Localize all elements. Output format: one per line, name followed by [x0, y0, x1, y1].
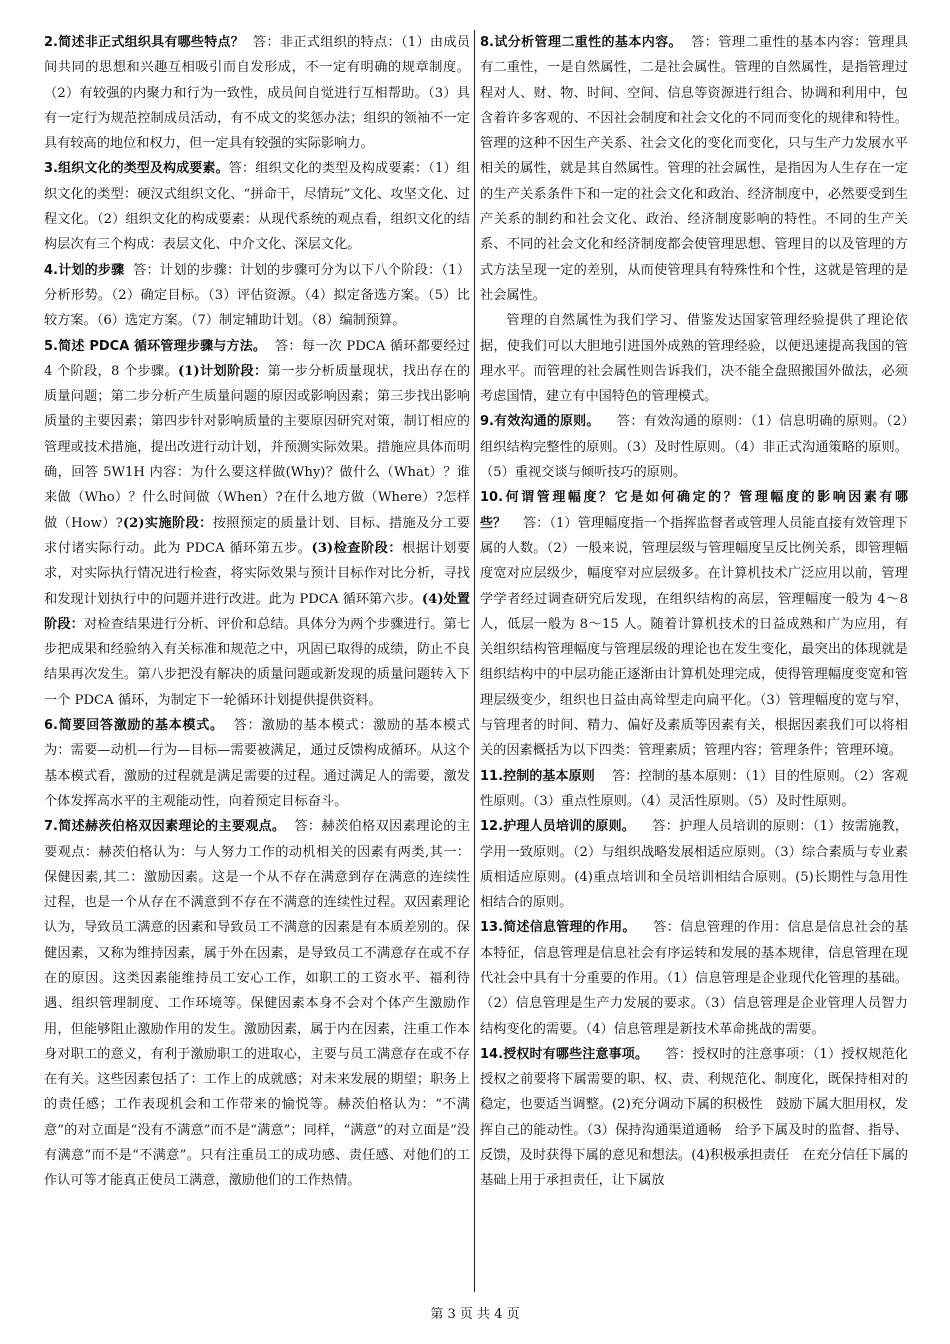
left-column	[44, 30, 470, 1298]
qa-item-7	[44, 814, 470, 1193]
qa-item-3	[44, 156, 470, 257]
qa-item-13	[480, 915, 908, 1041]
answer-text: 根据计划要求，对实际执行情况进行检查，将实际效果与预计目标作对比分析，寻找和发现计划执行中的问题并进行改进。此为 PDCA 循环第六步。	[44, 540, 471, 607]
column-divider	[474, 30, 475, 1292]
qa-item-2	[44, 30, 470, 156]
answer-text: 答：（1）管理幅度指一个指挥监督者或管理人员能直接有效管理下属的人数。（2）一般来说，管理层级与管理幅度呈反比例关系，即管理幅度宽对应层级少，幅度窄对应层级多。在计算机技术广泛应用以前，管理学学者经过调查研究后发现，在组织结构的高层，管理幅度一般为 4～8 人，低层一般为 8～15 人。随着计算机技术的日益成熟和广为应用，有关组织结构管理幅度与管理层级的理论也在发生变化，最突出的体现就是组织结构中的中层功能正逐渐由计算机处理完成，使得管理幅度变宽和管理层级变少，组织也日益由高耸型走向扁平化。（3）管理幅度的宽与窄，与管理者的时间、精力、偏好及素质等因素有关，根据因素我们可以将相关的因素概括为以下四类：管理素质；管理内容；管理条件；管理环境。	[480, 515, 908, 759]
answer-text: 答：计划的步骤：计划的步骤可分为以下八个阶段：（1）分析形势。（2）确定目标。（3）评估资源。（4）拟定备选方案。（5）比较方案。（6）选定方案。（7）制定辅助计划。（8）编制预算。	[44, 262, 471, 329]
question-title: 5.简述 PDCA 循环管理步骤与方法。	[44, 338, 267, 354]
question-title: 6.简要回答激励的基本模式。	[44, 718, 224, 734]
question-title: 3.组织文化的类型及构成要素。	[44, 161, 229, 177]
question-title: 12.护理人员培训的原则。	[480, 819, 635, 835]
step-label: (4)处置阶段：	[44, 591, 470, 632]
question-title: 4.计划的步骤	[44, 262, 125, 278]
question-title: 2.简述非正式组织具有哪些特点？	[44, 35, 244, 50]
qa-item-6	[44, 713, 470, 814]
qa-item-11	[480, 764, 908, 815]
answer-text: 答：护理人员培训的原则：（1）按需施教，学用一致原则。（2）与组织战略发展相适应原则。（3）综合素质与专业素质相适应原则。(4)重点培训和全员培训相结合原则。(5)长期性与急用性相结合的原则。	[480, 819, 908, 911]
qa-item-10	[480, 485, 908, 763]
qa-item-12	[480, 814, 908, 915]
qa-item-9	[480, 409, 908, 485]
answer-paragraph: 管理的自然属性为我们学习、借鉴发达国家管理经验提供了理论依据，使我们可以大胆地引进国外成熟的管理经验，以便迅速提高我国的管理水平。而管理的社会属性则告诉我们，决不能全盘照搬国外做法，必须考虑国情，建立有中国特色的管理模式。	[480, 313, 908, 405]
answer-text: 答：组织文化的类型及构成要素：（1）组织文化的类型：硬汉式组织文化、“拼命干，尽情玩”文化、攻坚文化、过程文化。（2）组织文化的构成要素：从现代系统的观点看，组织文化的结构层次有三个构成：表层文化、中介文化、深层文化。	[44, 161, 470, 253]
answer-text: 答：赫茨伯格双因素理论的主要观点：赫茨伯格认为：与人努力工作的动机相关的因素有两类,其一：保健因素,其二：激励因素。这是一个从不存在满意到存在满意的连续性过程，也是一个从存在不满意到不存在不满意的连续性过程。双因素理论认为，导致员工满意的因素和导致员工不满意的因素是有本质差别的。保健因素，又称为维持因素，属于外在因素，是导致员工不满意存在或不存在的原因。这类因素能维持员工安心工作，如职工的工资水平、福利待遇、组织管理制度、工作环境等。保健因素本身不会对个体产生激励作用，但能够阻止激励作用的发生。激励因素，属于内在因素，注重工作本身对职工的意义，有利于激励职工的进取心，主要与员工满意存在或不存在有关。这些因素包括了：工作上的成就感；对未来发展的期望；职务上的责任感；工作表现机会和工作带来的愉悦等。赫茨伯格认为：“不满意”的对立面是“没有不满意”而不是“满意”；同样，“满意”的对立面是“没有满意”而不是“不满意”。只有注重员工的成功感、责任感、对他们的工作认可等才能真正使员工满意，激励他们的工作热情。	[44, 819, 471, 1189]
answer-text: 答：有效沟通的原则：（1）信息明确的原则。（2）组织结构完整性的原则。（3）及时性原则。（4）非正式沟通策略的原则。（5）重视交谈与倾听技巧的原则。	[480, 414, 908, 481]
answer-text: 答：信息管理的作用：信息是信息社会的基本特征，信息管理是信息社会有序运转和发展的基本规律，信息管理在现代社会中具有十分重要的作用。（1）信息管理是企业现代化管理的基础。（2）信息管理是生产力发展的要求。（3）信息管理是企业管理人员智力结构变化的需要。（4）信息管理是新技术革命挑战的需要。	[480, 920, 909, 1037]
step-label: (2)实施阶段：	[122, 515, 213, 531]
page-number-footer: 第 3 页 共 4 页	[430, 1307, 520, 1322]
step-label: (1)计划阶段：	[177, 363, 268, 379]
qa-item-5	[44, 334, 470, 713]
answer-text: 答：非正式组织的特点：（1）由成员间共同的思想和兴趣互相吸引而自发形成，不一定有明确的规章制度。（2）有较强的内聚力和行为一致性，成员间自觉进行互相帮助。（3）具有一定行为规范控制成员活动，有不成文的奖惩办法；组织的领袖不一定具有较高的地位和权力，但一定具有较强的实际影响力。	[44, 35, 470, 152]
right-column	[480, 30, 922, 1298]
answer-text: 第一步分析质量现状，找出存在的质量问题；第二步分析产生质量问题的原因或影响因素；第三步找出影响质量的主要因素；第四步针对影响质量的主要原因研究对策，制订相应的管理或技术措施，提出改进行动计划，并预测实际效果。措施应具体而明确，回答 5W1H 内容：为什么要这样做(Why)？做什么（What）？谁来做（Who）？什么时间做（When）?在什么地方做（Where）?怎样做（How）?	[44, 363, 471, 531]
qa-item-14	[480, 1042, 922, 1194]
qa-item-4	[44, 258, 470, 334]
question-title: 14.授权时有哪些注意事项。	[480, 1046, 649, 1062]
step-label: (3)检查阶段：	[311, 540, 403, 556]
answer-text: 对检查结果进行分析、评价和总结。具体分为两个步骤进行。第七步把成果和经验纳入有关标准和规范之中，巩固已取得的成绩，防止不良结果再次发生。第八步把没有解决的质量问题或新发现的质量问题转入下一个 PDCA 循环，为制定下一轮循环计划提供提供资料。	[44, 616, 471, 708]
answer-text: 答：控制的基本原则：（1）目的性原则。（2）客观性原则。（3）重点性原则。（4）灵活性原则。（5）及时性原则。	[480, 768, 908, 809]
question-title: 7.简述赫茨伯格双因素理论的主要观点。	[44, 819, 286, 835]
answer-text: 按照预定的质量计划、目标、措施及分工要求付诸实际行动。此为 PDCA 循环第五步。	[44, 515, 470, 556]
answer-text: 答：管理二重性的基本内容：管理具有二重性，一是自然属性，二是社会属性。管理的自然属性，是指管理过程对人、财、物、时间、空间、信息等资源进行组合、协调和利用中，包含着许多客观的、不因社会制度和社会文化的不同而变化的规律和特性。管理的这种不因生产关系、社会文化的变化而变化，只与生产力发展水平相关的属性，就是其自然属性。管理的社会属性，是指因为人生存在一定的生产关系条件下和一定的社会文化和政治、经济制度中，必然要受到生产关系的制约和社会文化、政治、经济制度影响的特性。不同的生产关系、不同的社会文化和经济制度都会使管理思想、管理目的以及管理的方式方法呈现一定的差别，从而使管理具有特殊性和个性，这就是管理的是社会属性。	[480, 35, 909, 303]
answer-text: 答：激励的基本模式：激励的基本模式为：需要—动机—行为—目标—需要被满足，通过反馈构成循环。从这个基本模式看，激励的过程就是满足需要的过程。通过满足人的需要，激发个体发挥高水平的主观能动性，向着预定目标奋斗。	[44, 718, 471, 809]
question-title: 10.何谓管理幅度？它是如何确定的？管理幅度的影响因素有哪些？	[480, 490, 908, 531]
question-title: 8.试分析管理二重性的基本内容。	[480, 35, 682, 50]
answer-text: 答：授权时的注意事项：（1）授权规范化 授权之前要将下属需要的职、权、责、利规范化、制度化，既保持相对的稳定，也要适当调整。(2)充分调动下属的积极性 鼓励下属大胆用权，发挥自己的能动性。（3）保持沟通渠道通畅 给予下属及时的监督、指导、反馈，及时获得下属的意见和想法。(4)积极承担责任 在充分信任下属的基础上用于承担责任，让下属放	[480, 1046, 922, 1189]
question-title: 11.控制的基本原则	[480, 768, 595, 784]
question-title: 9.有效沟通的原则。	[480, 414, 600, 430]
question-title: 13.简述信息管理的作用。	[480, 920, 636, 936]
answer-text: 答：每一次 PDCA 循环都要经过 4 个阶段，8 个步骤。	[44, 338, 470, 379]
qa-item-8	[480, 30, 908, 308]
